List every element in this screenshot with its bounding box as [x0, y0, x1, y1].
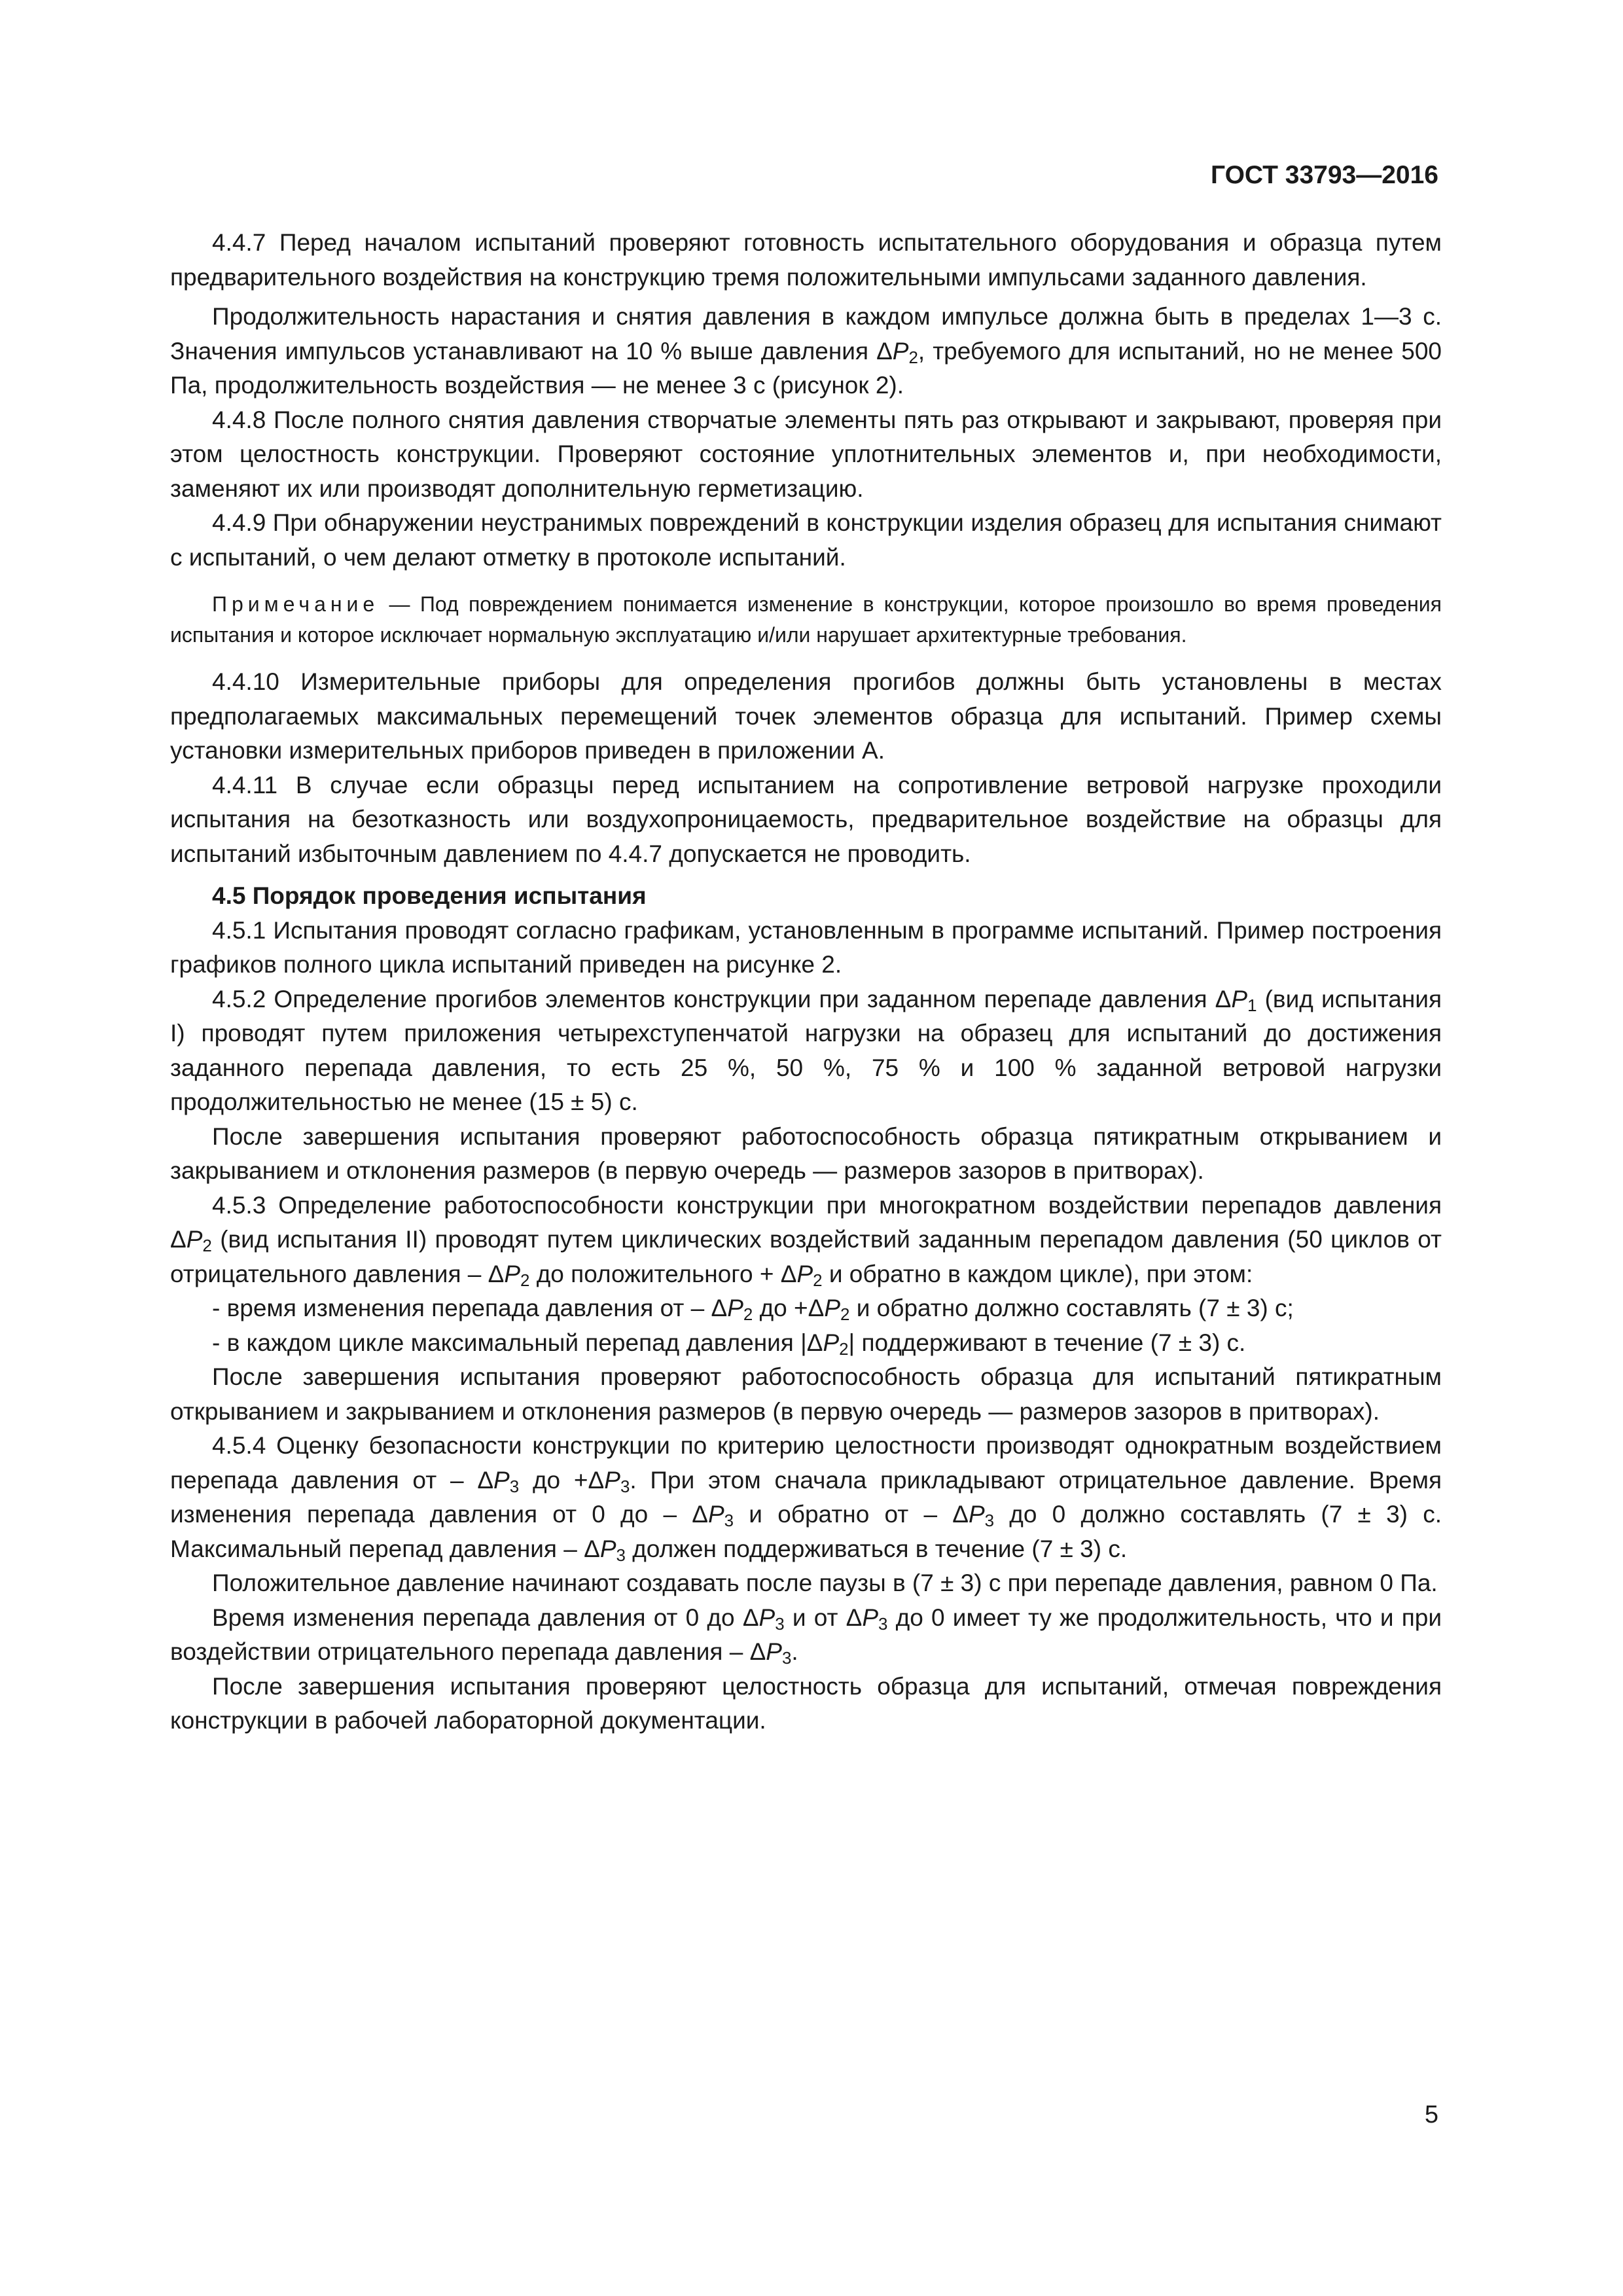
paragraph-4-4-9: 4.4.9 При обнаружении неустранимых повреждений в конструкции изделия образец для испытания снимают с испытаний, о чем делают отметку в протоколе испытаний. [170, 509, 1442, 571]
list-item-pressure-change-time: - время изменения перепада давления от – $\Delta P_2$ до $+\Delta P_2$ и обратно должно составлять (7 ± 3) с; [212, 1295, 1294, 1324]
note-block [170, 589, 1442, 651]
document-header: ГОСТ 33793—2016 [1211, 161, 1438, 189]
paragraph-4-4-11: 4.4.11 В случае если образцы перед испытанием на сопротивление ветровой нагрузке проходили испытания на безотказность или воздухопроницаемость, предварительное воздействие на образцы для испытаний избыточным давлением по 4.4.7 допускается не проводить. [170, 771, 1442, 867]
page-number: 5 [1424, 2101, 1438, 2128]
note-label: Примечание [212, 592, 380, 616]
paragraph-4-5-4-timing: Время изменения перепада давления от 0 до $\Delta P_3$ и от $\Delta P_3$ до 0 имеет ту же продолжительность, что и при воздействии отрицательного перепада давления – $\Delta P_3$. [170, 1604, 1442, 1668]
paragraph-4-5-3: 4.5.3 Определение работоспособности конструкции при многократном воздействии перепадов давления $\Delta P_2$ (вид испытания II) проводят путем циклических воздействий заданным перепадом давления (50 циклов от отрицательного давления – $\Delta P_2$ до положительного + $\Delta P_2$ и обратно в каждом цикле), при этом: [170, 1191, 1442, 1290]
note-text: — Под повреждением понимается изменение в конструкции, которое произошло во время проведения испытания и которое исключает нормальную эксплуатацию и/или нарушает архитектурные требования. [170, 592, 1442, 647]
paragraph-4-5-2: 4.5.2 Определение прогибов элементов конструкции при заданном перепаде давления $\Delta P_1$ (вид испытания I) проводят путем приложения четырехступенчатой нагрузки на образец для испытаний до достижения заданного перепада давления, то есть 25 %, 50 %, 75 % и 100 % заданной ветровой нагрузки продолжительностью не менее (15 ± 5) с. [170, 985, 1442, 1115]
list-item-max-pressure-hold: - в каждом цикле максимальный перепад давления $|\Delta P_2|$ поддерживают в течение (7 ± 3) с. [212, 1329, 1246, 1359]
paragraph-4-5-2-after: После завершения испытания проверяют работоспособность образца пятикратным открыванием и закрыванием и отклонения размеров (в первую очередь — размеров зазоров в притворах). [170, 1122, 1442, 1184]
paragraph-4-5-1: 4.5.1 Испытания проводят согласно графикам, установленным в программе испытаний. Пример построения графиков полного цикла испытаний приведен на рисунке 2. [170, 916, 1442, 978]
section-title-4-5: 4.5 Порядок проведения испытания [212, 882, 647, 909]
document-body [170, 226, 1442, 1738]
paragraph-4-4-7: 4.4.7 Перед началом испытаний проверяют готовность испытательного оборудования и образца путем предварительного воздействия на конструкцию тремя положительными импульсами заданного давления. [170, 229, 1442, 291]
paragraph-4-5-4: 4.5.4 Оценку безопасности конструкции по критерию целостности производят однократным воздействием перепада давления от – $\Delta P_3$ до $+\Delta P_3$. При этом сначала прикладывают отрицательное давление. Время изменения перепада давления от 0 до – $\Delta P_3$ и обратно от – $\Delta P_3$ до 0 должно составлять (7 ± 3) с. Максимальный перепад давления – $\Delta P_3$ должен поддерживаться в течение (7 ± 3) с. [170, 1432, 1442, 1565]
paragraph-4-5-4-positive: Положительное давление начинают создавать после паузы в (7 ± 3) с при перепаде давления, равном 0 Па. [212, 1570, 1438, 1596]
paragraph-4-5-4-after: После завершения испытания проверяют целостность образца для испытаний, отмечая повреждения конструкции в рабочей лабораторной документации. [170, 1672, 1442, 1734]
paragraph-4-4-8: 4.4.8 После полного снятия давления створчатые элементы пять раз открывают и закрывают, проверяя при этом целостность конструкции. Проверяют состояние уплотнительных элементов и, при необходимости, заменяют их или производят дополнительную герметизацию. [170, 406, 1442, 502]
paragraph-4-4-10: 4.4.10 Измерительные приборы для определения прогибов должны быть установлены в местах предполагаемых максимальных перемещений точек элементов образца для испытаний. Пример схемы установки измерительных приборов приведен в приложении А. [170, 668, 1442, 764]
paragraph-4-4-7-duration: Продолжительность нарастания и снятия давления в каждом импульсе должна быть в пределах 1—3 с. Значения импульсов устанавливают на 10 % выше давления $\Delta P_2$, требуемого для испытаний, но не менее 500 Па, продолжительность воздействия — не менее 3 с (рисунок 2). [170, 303, 1442, 399]
paragraph-4-5-3-after: После завершения испытания проверяют работоспособность образца для испытаний пятикратным открыванием и закрыванием и отклонения размеров (в первую очередь — размеров зазоров в притворах). [170, 1363, 1442, 1425]
